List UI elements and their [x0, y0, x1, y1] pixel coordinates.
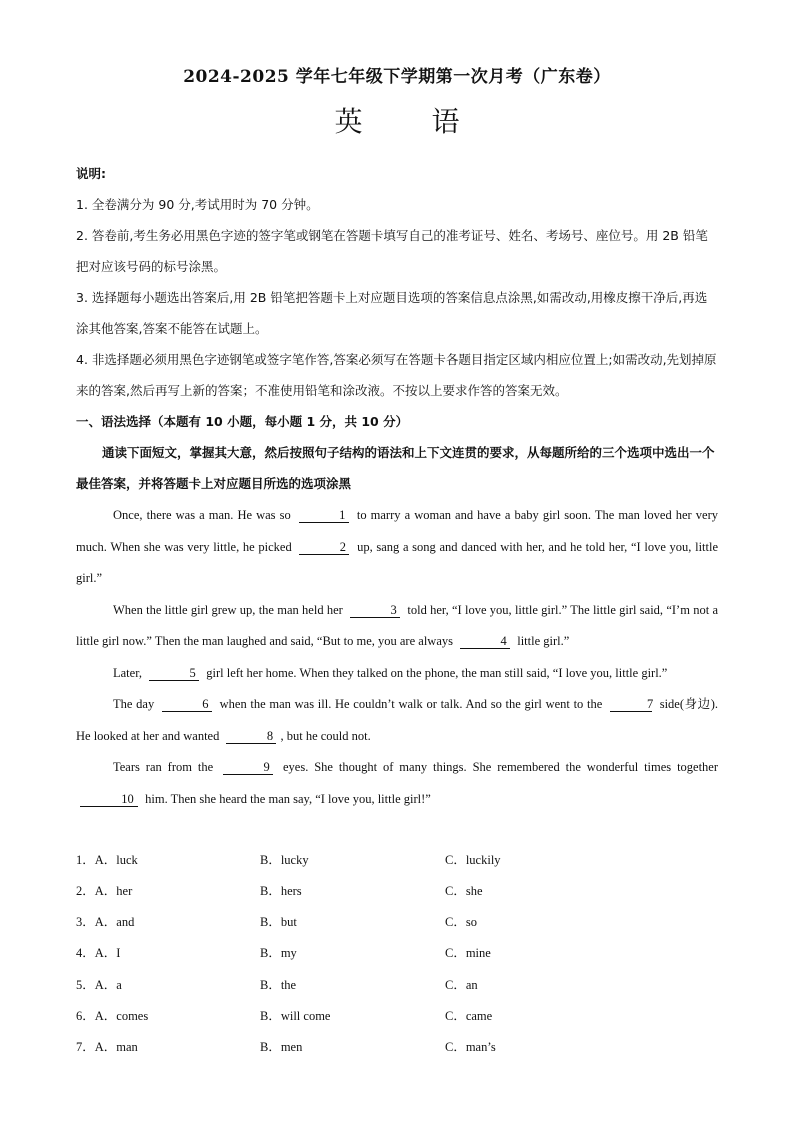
- option-a[interactable]: 4．A．I: [76, 946, 121, 960]
- exam-title: 2024-2025 学年七年级下学期第一次月考（广东卷）: [183, 67, 611, 87]
- blank-7: 7: [610, 697, 652, 712]
- option-row: [76, 943, 718, 963]
- option-a[interactable]: 7．A．man: [76, 1040, 138, 1054]
- option-c[interactable]: C．came: [445, 1009, 493, 1023]
- blank-1: 1: [299, 508, 349, 523]
- passage-paragraph: [76, 658, 718, 690]
- section-heading: 一、语法选择（本题有 10 小题，每小题 1 分，共 10 分）: [76, 414, 409, 429]
- instruction-item: 3. 选择题每小题选出答案后,用 2B 铅笔把答题卡上对应题目选项的答案信息点涂黑,如需改动,用橡皮擦干净后,再选涂其他答案,答案不能答在试题上。: [76, 290, 708, 336]
- option-a[interactable]: 6．A．comes: [76, 1009, 149, 1023]
- passage-text: Tears ran from the: [113, 760, 214, 774]
- option-c[interactable]: C．man’s: [445, 1040, 496, 1054]
- option-row: [76, 1006, 718, 1026]
- blank-8: 8: [226, 729, 276, 744]
- passage-paragraph: [76, 752, 718, 815]
- passage-text: girl left her home. When they talked on the phone, the man still said, “I love you, little girl.”: [206, 665, 668, 680]
- instruction-item: 1. 全卷满分为 90 分,考试用时为 70 分钟。: [76, 197, 319, 212]
- blank-2: 2: [299, 540, 349, 555]
- section-directions: 通读下面短文，掌握其大意，然后按照句子结构的语法和上下文连贯的要求，从每题所给的三个选项中选出一个最佳答案，并将答题卡上对应题目所选的选项涂黑: [76, 445, 715, 491]
- blank-10: 10: [80, 792, 138, 807]
- option-a[interactable]: 3．A．and: [76, 915, 135, 929]
- option-row: [76, 881, 718, 901]
- option-row: [76, 1037, 718, 1057]
- passage-text: told her, “I love you, little girl.” The little girl said, “I’m not a little girl now.” Then the man laughed and said, “But to me, you are always: [76, 602, 719, 648]
- passage-text: , but he could not.: [280, 728, 371, 743]
- option-a[interactable]: 2．A．her: [76, 884, 133, 898]
- blank-6: 6: [162, 697, 212, 712]
- option-a[interactable]: 5．A．a: [76, 978, 122, 992]
- option-b[interactable]: B．men: [260, 1040, 303, 1054]
- blank-9: 9: [223, 760, 273, 775]
- passage-paragraph: [76, 689, 718, 752]
- passage-paragraph: [76, 500, 718, 595]
- option-b[interactable]: B．hers: [260, 884, 302, 898]
- blank-5: 5: [149, 666, 199, 681]
- option-b[interactable]: B．lucky: [260, 853, 309, 867]
- passage-paragraph: [76, 595, 718, 658]
- option-row: [76, 975, 718, 995]
- option-b[interactable]: B．will come: [260, 1009, 331, 1023]
- option-c[interactable]: C．she: [445, 884, 483, 898]
- passage-text: Later,: [113, 665, 142, 680]
- passage-text: eyes. She thought of many things. She remembered the wonderful times together: [282, 760, 719, 774]
- passage-text: up, sang a song and danced with her, and he told her, “I love you, little girl.”: [76, 539, 719, 585]
- passage-text: to marry a woman and have a baby girl soon. The man loved her very much. When she was very little, he picked: [76, 508, 719, 554]
- instructions: [76, 158, 718, 499]
- passage-text: him. Then she heard the man say, “I love you, little girl!”: [145, 791, 431, 806]
- option-c[interactable]: C．luckily: [445, 853, 501, 867]
- passage-text: side(身边). He looked at her and wanted: [76, 697, 719, 743]
- passage-text: when the man was ill. He couldn’t walk or talk. And so the girl went to the: [219, 697, 603, 711]
- passage: [76, 500, 718, 815]
- instruction-item: 2. 答卷前,考生务必用黑色字迹的签字笔或钢笔在答题卡填写自己的准考证号、姓名、考场号、座位号。用 2B 铅笔把对应该号码的标号涂黑。: [76, 228, 708, 274]
- option-a[interactable]: 1．A．luck: [76, 853, 138, 867]
- option-c[interactable]: C．so: [445, 915, 477, 929]
- option-c[interactable]: C．mine: [445, 946, 491, 960]
- option-c[interactable]: C．an: [445, 978, 478, 992]
- instruction-item: 4. 非选择题必须用黑色字迹钢笔或签字笔作答,答案必须写在答题卡各题目指定区域内相应位置上;如需改动,先划掉原来的答案,然后再写上新的答案；不准使用铅笔和涂改液。不按以上要求作答的答案无效。: [76, 352, 717, 398]
- passage-text: Once, there was a man. He was so: [113, 508, 291, 522]
- blank-4: 4: [460, 634, 510, 649]
- option-row: [76, 850, 718, 870]
- option-b[interactable]: B．but: [260, 915, 297, 929]
- passage-text: little girl.”: [517, 634, 570, 648]
- option-row: [76, 912, 718, 932]
- instructions-heading: 说明:: [76, 166, 106, 181]
- subject-title: 英 语: [334, 105, 490, 138]
- passage-text: The day: [113, 697, 155, 711]
- option-b[interactable]: B．the: [260, 978, 297, 992]
- option-b[interactable]: B．my: [260, 946, 297, 960]
- blank-3: 3: [350, 603, 400, 618]
- passage-text: When the little girl grew up, the man held her: [113, 602, 343, 617]
